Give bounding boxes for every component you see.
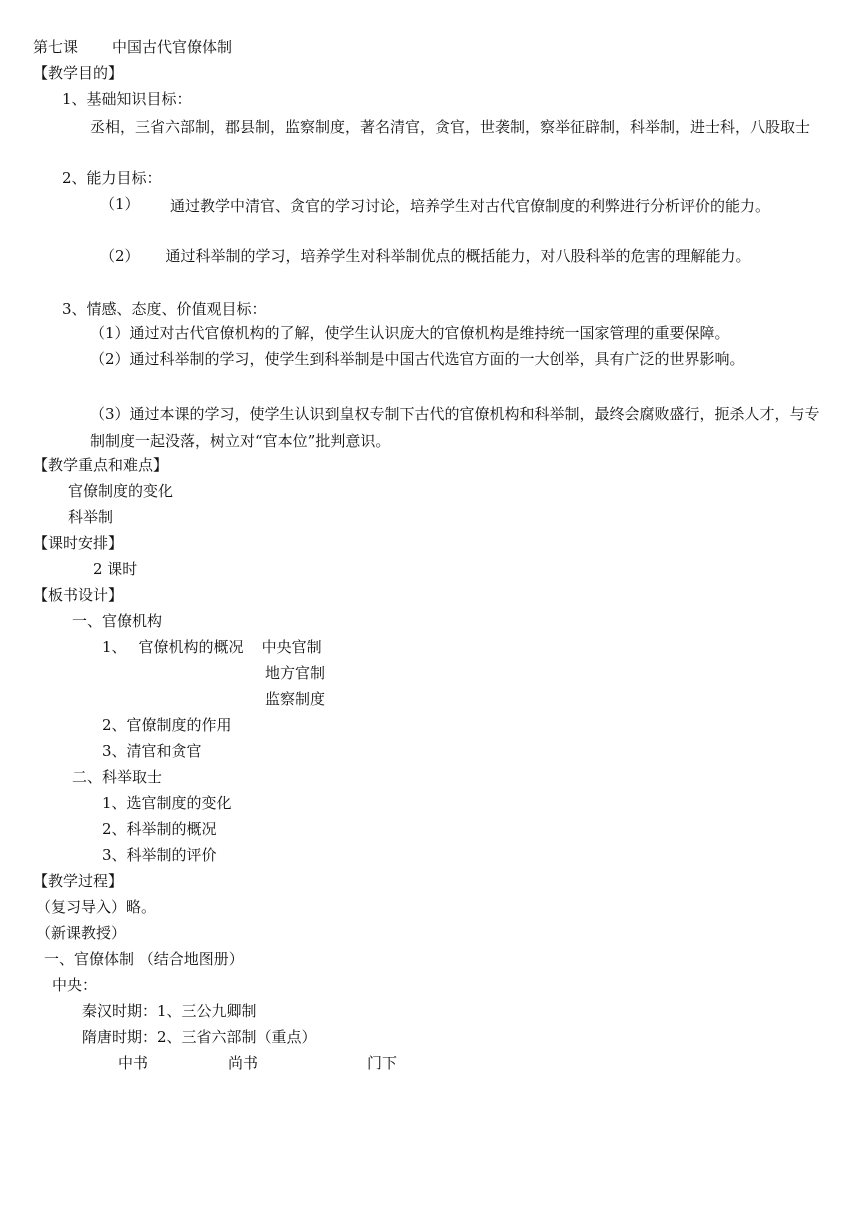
board-section-1: 一、官僚机构 bbox=[72, 612, 163, 630]
goal2-item1-text: 通过教学中清官、贪官的学习讨论，培养学生对古代官僚制度的利弊进行分析评价的能力。 bbox=[170, 197, 771, 215]
process-suitang: 隋唐时期：2、三省六部制（重点） bbox=[82, 1028, 317, 1046]
board-1-1-central: 中央官制 bbox=[261, 638, 322, 656]
board-2-2: 2、科举制的概况 bbox=[102, 820, 217, 838]
goal3-item2: （2）通过科举制的学习，使学生到科举制是中国古代选官方面的一大创举，具有广泛的世界影响。 bbox=[90, 350, 745, 368]
board-1-1-label: 官僚机构的概况 bbox=[138, 638, 244, 656]
goal2-item2 bbox=[100, 245, 751, 267]
process-new: （新课教授） bbox=[36, 924, 127, 942]
lesson-title: 中国古代官僚体制 bbox=[112, 38, 233, 56]
goal3-title: 3、情感、态度、价值观目标： bbox=[62, 300, 267, 318]
process-menxia: 门下 bbox=[367, 1054, 398, 1072]
goal2-item2-text: 通过科举制的学习，培养学生对科举制优点的概括能力，对八股科举的危害的理解能力。 bbox=[165, 247, 751, 265]
board-1-1-number: 1、 bbox=[102, 638, 127, 656]
goal2-title: 2、能力目标： bbox=[62, 169, 162, 187]
process-shangshu: 尚书 bbox=[228, 1054, 259, 1072]
board-1-1-supervision: 监察制度 bbox=[265, 690, 326, 708]
goal2-item1-number: （1） bbox=[100, 195, 140, 213]
board-2-1: 1、选官制度的变化 bbox=[102, 794, 232, 812]
board-1-3: 3、清官和贪官 bbox=[102, 742, 202, 760]
lesson-header bbox=[33, 36, 232, 58]
process-central: 中央： bbox=[52, 976, 98, 994]
goal2-item1 bbox=[100, 193, 140, 215]
goal3-item3: （3）通过本课的学习，使学生认识到皇权专制下古代的官僚机构和科举制，最终会腐败盛行，扼杀人才，与专制制度一起没落，树立对“官本位”批判意识。 bbox=[90, 405, 820, 450]
goal3-item1: （1）通过对古代官僚机构的了解，使学生认识庞大的官僚机构是维持统一国家管理的重要保障。 bbox=[90, 324, 730, 342]
heading-hours: 【课时安排】 bbox=[33, 534, 124, 552]
heading-goals: 【教学目的】 bbox=[33, 64, 124, 82]
process-section-1: 一、官僚体制 （结合地图册） bbox=[44, 950, 244, 968]
focus-item-1: 官僚制度的变化 bbox=[68, 482, 174, 500]
goal2-item2-number: （2） bbox=[100, 247, 140, 265]
process-zhongshu: 中书 bbox=[118, 1054, 149, 1072]
hours-value: 2 课时 bbox=[93, 560, 138, 578]
board-1-1-local: 地方官制 bbox=[265, 664, 326, 682]
process-review: （复习导入）略。 bbox=[36, 898, 157, 916]
goal1-text: 丞相，三省六部制，郡县制，监察制度，著名清官，贪官，世袭制，察举征辟制，科举制，进士科，八股取士 bbox=[90, 118, 811, 136]
focus-item-2: 科举制 bbox=[68, 508, 114, 526]
lesson-number: 第七课 bbox=[33, 38, 79, 56]
board-1-1 bbox=[102, 636, 322, 658]
board-1-2: 2、官僚制度的作用 bbox=[102, 716, 232, 734]
heading-process: 【教学过程】 bbox=[33, 872, 124, 890]
heading-focus: 【教学重点和难点】 bbox=[33, 456, 169, 474]
heading-board: 【板书设计】 bbox=[33, 586, 124, 604]
board-section-2: 二、科举取士 bbox=[72, 768, 163, 786]
process-qinhan: 秦汉时期：1、三公九卿制 bbox=[82, 1002, 257, 1020]
goal1-title: 1、基础知识目标： bbox=[62, 90, 192, 108]
board-2-3: 3、科举制的评价 bbox=[102, 846, 217, 864]
